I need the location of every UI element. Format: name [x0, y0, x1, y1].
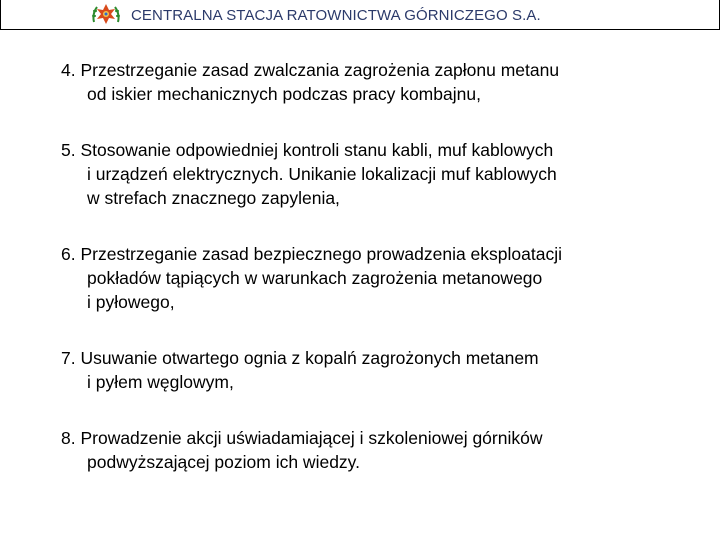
organization-name: CENTRALNA STACJA RATOWNICTWA GÓRNICZEGO S.A. [131, 6, 541, 24]
list-item [61, 426, 681, 474]
list-item [61, 138, 681, 210]
item-line: 5. Stosowanie odpowiedniej kontroli stanu kabli, muf kablowych [61, 140, 554, 160]
rescue-cross-emblem-icon [91, 2, 121, 28]
recommendations-list [61, 58, 681, 506]
item-line: 4. Przestrzeganie zasad zwalczania zagrożenia zapłonu metanu [61, 60, 560, 80]
item-line: 7. Usuwanie otwartego ognia z kopalń zagrożonych metanem [61, 348, 539, 368]
list-item [61, 242, 681, 314]
item-line: od iskier mechanicznych podczas pracy kombajnu, [87, 84, 481, 104]
item-line: 6. Przestrzeganie zasad bezpiecznego prowadzenia eksploatacji [61, 244, 562, 264]
item-line: pokładów tąpiących w warunkach zagrożenia metanowego [87, 268, 543, 288]
item-line: i pyłem węglowym, [87, 372, 234, 392]
list-item [61, 58, 681, 106]
item-line: podwyższającej poziom ich wiedzy. [87, 452, 360, 472]
item-line: i urządzeń elektrycznych. Unikanie lokalizacji muf kablowych [87, 164, 557, 184]
header-bar [0, 0, 720, 30]
item-line: w strefach znacznego zapylenia, [87, 188, 340, 208]
item-line: i pyłowego, [87, 292, 175, 312]
item-line: 8. Prowadzenie akcji uświadamiającej i szkoleniowej górników [61, 428, 543, 448]
list-item [61, 346, 681, 394]
header-brand [91, 2, 591, 28]
